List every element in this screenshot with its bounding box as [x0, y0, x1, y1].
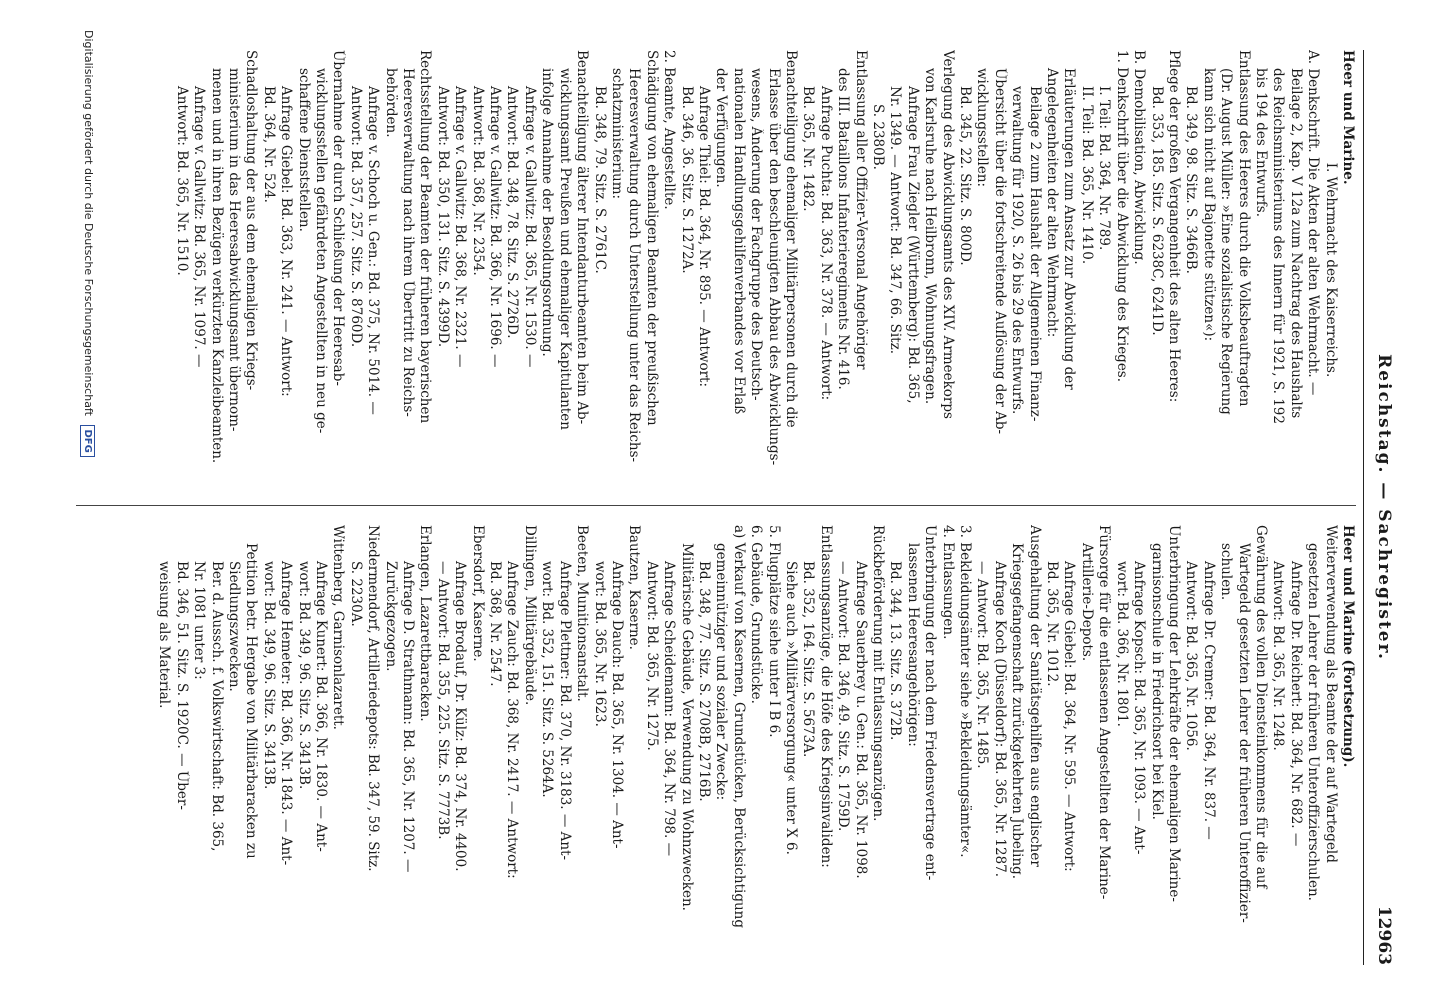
left-entry-line: Heeresverwaltung durch Unterstellung unter das Reichs-	[626, 68, 643, 463]
left-entry-line: Anfrage v. Gallwitz: Bd. 366, Nr. 1696. —	[487, 86, 504, 368]
right-entry-line: Siehe auch »Militärversorgung« unter X 6.	[783, 561, 799, 855]
right-entry-line: S. 2230A.	[347, 561, 364, 627]
right-entry-line: garnisonschule in Friedrichsort bei Kiel.	[1148, 543, 1165, 820]
right-entry-line: 6. Gebäude, Grundstücke.	[748, 525, 765, 704]
left-entry-line: der Verfügungen.	[713, 68, 730, 188]
left-entry-line: Bd. 345, 22. Sitz. S. 800D.	[957, 86, 974, 266]
right-entry-line: — Antwort: Bd. 365, Nr. 1485.	[974, 561, 991, 769]
left-entry-line: Benachteiligung ehemaliger Militärpersonen durch die	[783, 50, 799, 428]
left-entry-line: Rechtsstellung der Beamten der früheren bayerischen	[417, 50, 434, 424]
right-entry-line: gemeinnütziger und sozialer Zwecke:	[713, 543, 730, 801]
left-entry-line: Benachteiligung älterer Intendanturbeamten beim Ab-	[574, 50, 591, 425]
right-entry-line: Anfrage Plettner: Bd. 370, Nr. 3183. — Ant-	[556, 561, 573, 861]
left-entry-line: Nr. 1349. — Antwort: Bd. 347, 66. Sitz.	[887, 86, 904, 355]
right-entry-line: Militärische Gebäude, Verwendung zu Wohnzwecken.	[678, 543, 695, 911]
right-entry-line: Bautzen, Kaserne.	[626, 525, 643, 650]
right-entry-line: Antwort: Bd. 365, Nr. 1275.	[643, 561, 660, 751]
left-entry-line: 2. Beamte, Angestellte.	[661, 50, 678, 210]
right-entry-line: lassenen Heeresangehörigen:	[904, 543, 921, 747]
right-entry-line: Anfrage Scheidemann: Bd. 364, Nr. 798. —	[661, 561, 678, 857]
right-entry-line: wort: Bd. 352, 151. Sitz. S. 5264A.	[539, 561, 556, 798]
right-entry-line: Artillerie-Depots.	[1078, 543, 1095, 662]
left-entry-line: bis 194 des Entwurfs.	[1252, 68, 1269, 217]
right-entry-line: Anfrage Dauch: Bd. 365, Nr. 1304. — Ant-	[608, 561, 625, 849]
left-entry-line: Anfrage Giebel: Bd. 363, Nr. 241. — Antwort:	[278, 86, 295, 397]
left-entry-line: verwaltung für 1920, S. 26 bis 29 des Entwurfs.	[1009, 86, 1026, 415]
right-entry-line: Heer und Marine (Fortsetzung).	[1340, 525, 1356, 768]
right-entry-line: Anfrage Kunert: Bd. 366, Nr. 1830. — Ant-	[313, 561, 330, 852]
left-entry-line: behörden.	[382, 68, 399, 138]
header-rule	[1363, 50, 1364, 965]
right-entry-line: Bd. 344, 13. Sitz. S. 372B.	[887, 561, 904, 741]
left-entry-line: Antwort: Bd. 357, 257. Sitz. S. 8760D.	[347, 86, 364, 348]
right-entry-line: Anfrage Dr. Cremer: Bd. 364, Nr. 837. —	[1200, 561, 1217, 840]
left-entry-line: Bd. 349, 98. Sitz. S. 3466B.	[1183, 86, 1200, 274]
left-entry-line: Anfrage v. Gallwitz: Bd. 368, Nr. 2321. —	[452, 86, 469, 368]
left-entry-line: Bd. 364, Nr. 524.	[260, 86, 277, 203]
column-divider	[76, 505, 1356, 506]
left-entry-line: ministerium in das Heeresabwicklungsamt übernom-	[226, 68, 242, 432]
right-entry-line: Wartegeld gesetzten Lehrer der früheren Unteroffizier-	[1235, 543, 1252, 923]
right-entry-line: Fürsorge für die entlassenen Angestellten der Marine-	[1096, 525, 1113, 900]
right-entry-line: Erlangen, Lazarettbaracken.	[417, 525, 434, 722]
left-entry-line: von Karlsruhe nach Heilbronn, Wohnungsfragen.	[922, 68, 939, 405]
left-entry-line: Beilage 2 zum Haushalt der Allgemeinen Finanz-	[1026, 86, 1043, 422]
left-entry-line: Beilage 2, Kap. V 12a zum Nachtrag des Haushalts	[1287, 68, 1304, 419]
right-entry-line: Bd. 352, 164. Sitz. S. 5673A.	[800, 561, 817, 758]
left-entry-line: Anfrage v. Gallwitz: Bd. 365, Nr. 1530. —	[521, 86, 538, 368]
left-entry-line: Antwort: Bd. 350, 131. Sitz. S. 4399D.	[434, 86, 451, 348]
page-header	[1364, 50, 1394, 965]
right-entry-line: Nr. 1081 unter 3:	[191, 561, 208, 680]
right-entry-line: 4. Entlassungen.	[939, 525, 956, 640]
left-entry-line: infolge Annahme der Besoldungsordnung.	[539, 68, 556, 357]
left-entry-line: I. Wehrmacht des Kaiserreichs.	[1322, 162, 1339, 378]
rotated-document-page	[48, 30, 1400, 985]
right-entry-line: Dillingen, Militärgebäude.	[521, 525, 538, 706]
right-entry-line: Anfrage Sauerbrey u. Gen.: Bd. 365, Nr. 1098.	[852, 561, 869, 879]
left-entry-line: Entlassung des Heeres durch die Volksbeauftragten	[1235, 50, 1252, 407]
left-entry-line: Bd. 353, 185. Sitz. S. 6238C, 6241D.	[1148, 86, 1165, 336]
right-entry-line: 3. Bekleidungsämter siehe »Bekleidungsämter«.	[957, 525, 974, 858]
page-number: 12963	[1374, 905, 1394, 965]
right-entry-line: Wittenberg, Garnisonlazarett.	[330, 525, 347, 730]
right-entry-line: Anfrage Zauch: Bd. 368, Nr. 2417. — Antwort:	[504, 561, 521, 879]
right-entry-line: Anfrage Kopsch: Bd. 365, Nr. 1093. — Ant-	[1131, 561, 1148, 855]
left-entry-line: wesens, Änderung der Fachgruppe des Deutsch-	[748, 68, 765, 401]
left-entry-line: I. Teil: Bd. 364, Nr. 789.	[1096, 86, 1113, 251]
left-entry-line: Antwort: Bd. 348, 78. Sitz. S. 2726D.	[504, 86, 521, 339]
left-entry-line: Verlegung des Abwicklungsamts des XIV. Armeekorps	[939, 50, 956, 419]
digitization-footer	[80, 30, 95, 985]
left-entry-line: Angelegenheiten der alten Wehrmacht:	[1044, 68, 1061, 338]
right-entry-line: Anfrage Giebel: Bd. 364, Nr. 595. — Antwort:	[1061, 561, 1078, 872]
left-entry-line: Übernahme der durch Schließung der Heeresab-	[330, 50, 347, 386]
left-entry-line: A. Denkschrift. Die Akten der alten Wehrmacht. —	[1305, 50, 1322, 396]
right-entry-line: wort: Bd. 366, Nr. 1801.	[1113, 561, 1130, 727]
right-entry-line: wort: Bd. 349, 96. Sitz. S. 3413B.	[295, 561, 312, 790]
left-entry-line: Entlassung aller Offizier-Versonal Angehöriger	[852, 50, 869, 370]
left-column	[172, 50, 1356, 490]
left-entry-line: nationalen Handlungsgehilfenverbandes vor Erlaß	[730, 68, 747, 415]
right-entry-line: Unterbringung der nach dem Friedensvertrage ent-	[922, 525, 939, 881]
left-entry-line: kann sich nicht auf Bajonette stützen«):	[1200, 68, 1217, 342]
left-entry-line: S. 2380B.	[870, 104, 887, 170]
right-entry-line: Bd. 348, 77. Sitz. S. 2708B, 2716B.	[695, 561, 712, 802]
left-entry-line: Anfrage Frau Ziegler (Württemberg): Bd. 365,	[904, 86, 921, 404]
left-entry-line: II. Teil: Bd. 365, Nr. 1410.	[1078, 86, 1095, 265]
left-entry-line: Anfrage v. Schoch u. Gen.: Bd. 375, Nr. 5014. —	[365, 86, 382, 415]
right-entry-line: Anfrage Dr. Reichert: Bd. 364, Nr. 682. —	[1287, 561, 1304, 847]
right-entry-line: Ber. d. Aussch. f. Volkswirtschaft: Bd. 365,	[208, 561, 225, 852]
right-entry-line: weisung als Material.	[156, 561, 173, 709]
left-entry-line: Antwort: Bd. 365, Nr. 1510.	[173, 86, 190, 276]
running-title: Reichstag. — Sachregister.	[1374, 354, 1394, 661]
right-entry-line: Kriegsgefangenschaft zurückgekehrten Jubeling.	[1009, 543, 1026, 880]
digitization-note: Digitalisierung gefördert durch die Deutsche Forschungsgemeinschaft	[82, 30, 95, 416]
right-entry-line: wort: Bd. 365, Nr. 1623.	[591, 561, 608, 727]
left-entry-line: wicklungsamt Preußen und ehemaliger Kapitulanten	[556, 68, 573, 430]
right-entry-line: Unterbringung der Lehrkräfte der ehemaligen Marine-	[1165, 525, 1182, 902]
left-entry-line: wicklungsstellen gefährdeten Angestellten in neu ge-	[313, 68, 330, 434]
right-entry-line: Anfrage D. Strathmann: Bd. 365, Nr. 1207. —	[400, 561, 417, 873]
right-entry-line: Beeten, Munitionsanstalt.	[574, 525, 591, 702]
left-entry-line: Antwort: Bd. 368, Nr. 2354.	[469, 86, 486, 276]
right-entry-line: Weiterverwendung als Beamte der auf Wartegeld	[1322, 525, 1339, 863]
right-entry-line: Antwort: Bd. 365, Nr. 1056.	[1183, 561, 1200, 751]
right-entry-line: Entlassungsanzüge, die Höfe des Kriegsinvaliden:	[817, 525, 834, 868]
left-entry-line: Schädigung von ehemaligen Beamten der preußischen	[643, 50, 660, 426]
right-entry-line: Siedlungszwecken.	[226, 561, 242, 692]
right-entry-line: — Antwort: Bd. 346, 49. Sitz. S. 1759D.	[835, 561, 852, 832]
left-entry-line: 1. Denkschrift über die Abwicklung des Krieges.	[1113, 50, 1130, 383]
right-entry-line: Ausgehaltung der Sanitätsgehilfen aus englischer	[1026, 525, 1043, 867]
left-entry-line: wicklungsstellen:	[974, 68, 991, 188]
right-entry-line: Anfrage Koch (Düsseldorf): Bd. 365, Nr. 1287.	[991, 561, 1008, 878]
right-entry-line: Anfrage Brodauf, Dr. Külz: Bd. 374, Nr. 4400.	[452, 561, 469, 872]
right-entry-line: Bd. 365, Nr. 1012.	[1044, 561, 1061, 687]
left-entry-line: schatzministerium:	[608, 68, 625, 200]
left-entry-line: Übersicht über die fortschreitende Auflösung der Ab-	[991, 68, 1008, 435]
right-entry-line: Anfrage Hemeter: Bd. 366, Nr. 1843. — Ant-	[278, 561, 295, 866]
right-entry-line: Niedermendorf, Artilleriedepots: Bd. 347, 59. Sitz.	[365, 525, 382, 872]
right-entry-line: schulen.	[1218, 543, 1235, 601]
right-entry-line: Petition betr. Hergabe von Militärbaracken zu	[243, 543, 260, 859]
right-entry-line: Ebersdorf, Kaserne.	[469, 525, 486, 662]
left-entry-line: Schadloshaltung der aus dem ehemaligen Kriegs-	[243, 50, 260, 391]
right-entry-line: Antwort: Bd. 365, Nr. 1248.	[1270, 561, 1287, 751]
right-entry-line: Bd. 368, Nr. 2547.	[487, 561, 504, 687]
left-entry-line: des Reichsministeriums des Innern für 1921, S. 192	[1270, 68, 1287, 424]
right-entry-line: a) Verkauf von Kasernen, Grundstücken, Berücksichtigung	[730, 525, 747, 929]
left-entry-line: schaffene Dienststellen.	[295, 68, 312, 232]
right-entry-line: gesetzten Lehrer der früheren Unteroffizierschulen.	[1305, 543, 1322, 901]
left-entry-line: Bd. 348, 79. Sitz. S. 2761C.	[591, 86, 608, 274]
left-entry-line: Pflege der großen Vergangenheit des alten Heeres:	[1165, 50, 1182, 403]
right-entry-line: — Antwort: Bd. 355, 225. Sitz. S. 7773B.	[434, 561, 451, 840]
left-entry-line: (Dr. August Müller: »Eine sozialistische Regierung	[1218, 68, 1235, 415]
left-entry-line: Bd. 346, 36. Sitz. S. 1272A.	[678, 86, 695, 274]
left-entry-line: Erlasse über den beschleunigten Abbau des Abwicklungs-	[765, 68, 782, 466]
right-entry-line: 5. Flugplätze siehe unter I B 6.	[765, 525, 782, 738]
right-entry-line: wort: Bd. 349, 96. Sitz. S. 3413B.	[260, 561, 277, 790]
dfg-logo: DFG	[80, 425, 95, 456]
right-entry-line: Bd. 346, 51. Sitz. S. 1920C. — Über-	[173, 561, 190, 810]
left-entry-line: Anfrage Thiel: Bd. 364, Nr. 895. — Antwort:	[695, 86, 712, 388]
left-entry-line: Bd. 365, Nr. 1482.	[800, 86, 817, 212]
right-entry-line: Zurückgezogen.	[382, 561, 399, 672]
left-entry-line: des III. Bataillons Infanterieregiments Nr. 416.	[835, 68, 852, 390]
left-entry-line: Heeresverwaltung nach ihrem Übertritt zu Reichs-	[400, 68, 417, 417]
left-entry-line: Anfrage v. Gallwitz: Bd. 365, Nr. 1097. —	[191, 86, 208, 368]
right-entry-line: Gewährung des vollen Diensteinkommens für die auf	[1252, 525, 1269, 889]
left-entry-line: menen und in ihren Bezügen verkürzten Kanzleibeamten.	[208, 68, 225, 464]
right-column	[155, 525, 1356, 965]
left-entry-line: B. Demobilisation, Abwicklung.	[1131, 50, 1148, 265]
left-entry-line: Erläuterungen zum Ansatz zur Abwicklung der	[1061, 68, 1078, 390]
left-entry-line: Heer und Marine.	[1340, 50, 1356, 185]
right-entry-line: Rückbeförderung mit Entlassungsanzügen.	[870, 525, 887, 822]
left-entry-line: Anfrage Puchta: Bd. 363, Nr. 378. — Antwort:	[817, 86, 834, 401]
